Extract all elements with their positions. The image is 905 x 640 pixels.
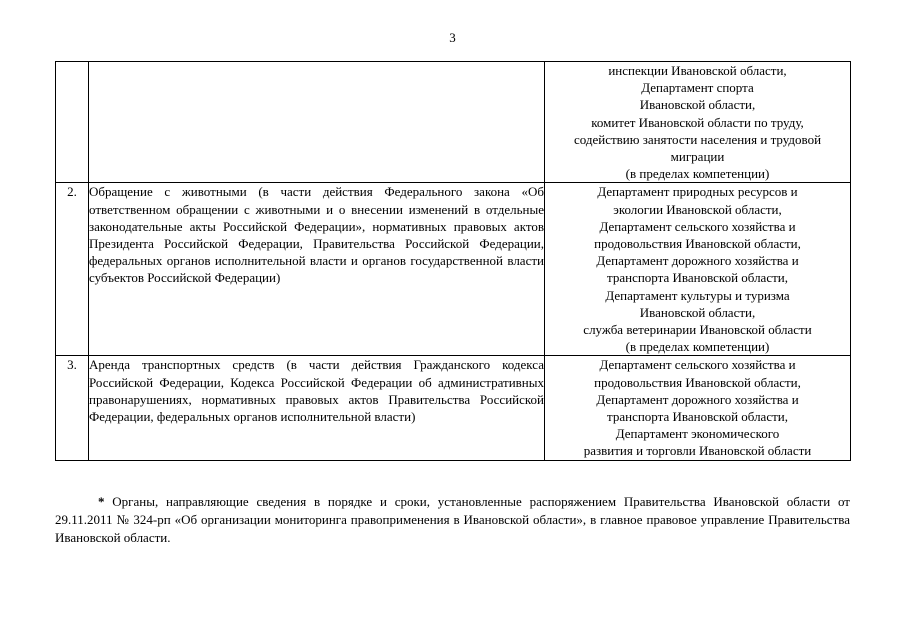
agency-line: Департамент сельского хозяйства и [599, 357, 796, 373]
agency-line: служба ветеринарии Ивановской области [583, 322, 812, 338]
agency-line: Департамент дорожного хозяйства и [596, 253, 799, 269]
table-row [56, 183, 851, 356]
agency-line: Департамент дорожного хозяйства и [596, 391, 799, 407]
agency-line: (в пределах компетенции) [625, 339, 770, 355]
agency-line: Департамент спорта [641, 80, 754, 96]
agency-line: Ивановской области, [639, 97, 756, 113]
agency-line: развития и торговли Ивановской области [583, 443, 812, 459]
footnote-text: Органы, направляющие сведения в порядке и сроки, установленные распоряжением Правительства Ивановской области от 29.11.2011 № 324-рп «Об организации мониторинга правоприменения в Ивановской области», в главное правовое управление Правительства Ивановской области. [55, 494, 850, 545]
footnote-mark: * [98, 494, 105, 509]
row-number [56, 62, 89, 183]
row-number: 2. [56, 183, 89, 356]
agency-line: транспорта Ивановской области, [607, 270, 788, 286]
agency-line: транспорта Ивановской области, [607, 409, 788, 425]
agency-line: комитет Ивановской области по труду, [591, 114, 804, 130]
agency-line: экологии Ивановской области, [613, 201, 782, 217]
agency-line: Департамент культуры и туризма [605, 287, 790, 303]
regulation-area [89, 62, 545, 183]
agency-line: инспекции Ивановской области, [608, 63, 787, 78]
agency-line: Ивановской области, [639, 304, 756, 320]
agencies-table [55, 61, 851, 461]
agency-line: продовольствия Ивановской области, [594, 236, 801, 252]
agency-line: миграции [670, 149, 725, 165]
agency-line: Департамент сельского хозяйства и [599, 218, 796, 234]
table-row [56, 62, 851, 183]
agency-line: (в пределах компетенции) [625, 166, 770, 182]
agency-line: продовольствия Ивановской области, [594, 374, 801, 390]
regulation-area: Обращение с животными (в части действия Федерального закона «Об ответственном обращении с животными и о внесении изменений в отдельные законодательные акты Российской Федерации», нормативных правовых актов Президента Российской Федерации, Правительства Российской Федерации, федеральных органов исполнительной власти и органов государственной власти субъектов Российской Федерации) [89, 183, 545, 356]
responsible-agencies [545, 356, 851, 460]
agency-line: Департамент природных ресурсов и [597, 184, 798, 200]
agency-line: Департамент экономического [615, 426, 780, 442]
page-number: 3 [449, 30, 456, 45]
responsible-agencies [545, 62, 851, 183]
regulation-area: Аренда транспортных средств (в части действия Гражданского кодекса Российской Федерации, Кодекса Российской Федерации об административных правонарушениях, нормативных правовых актов Правительства Российской Федерации, федеральных органов исполнительной власти) [89, 356, 545, 460]
responsible-agencies [545, 183, 851, 356]
agency-line: содействию занятости населения и трудовой [573, 131, 822, 147]
row-number: 3. [56, 356, 89, 460]
table-row [56, 356, 851, 460]
footnote [55, 493, 850, 547]
